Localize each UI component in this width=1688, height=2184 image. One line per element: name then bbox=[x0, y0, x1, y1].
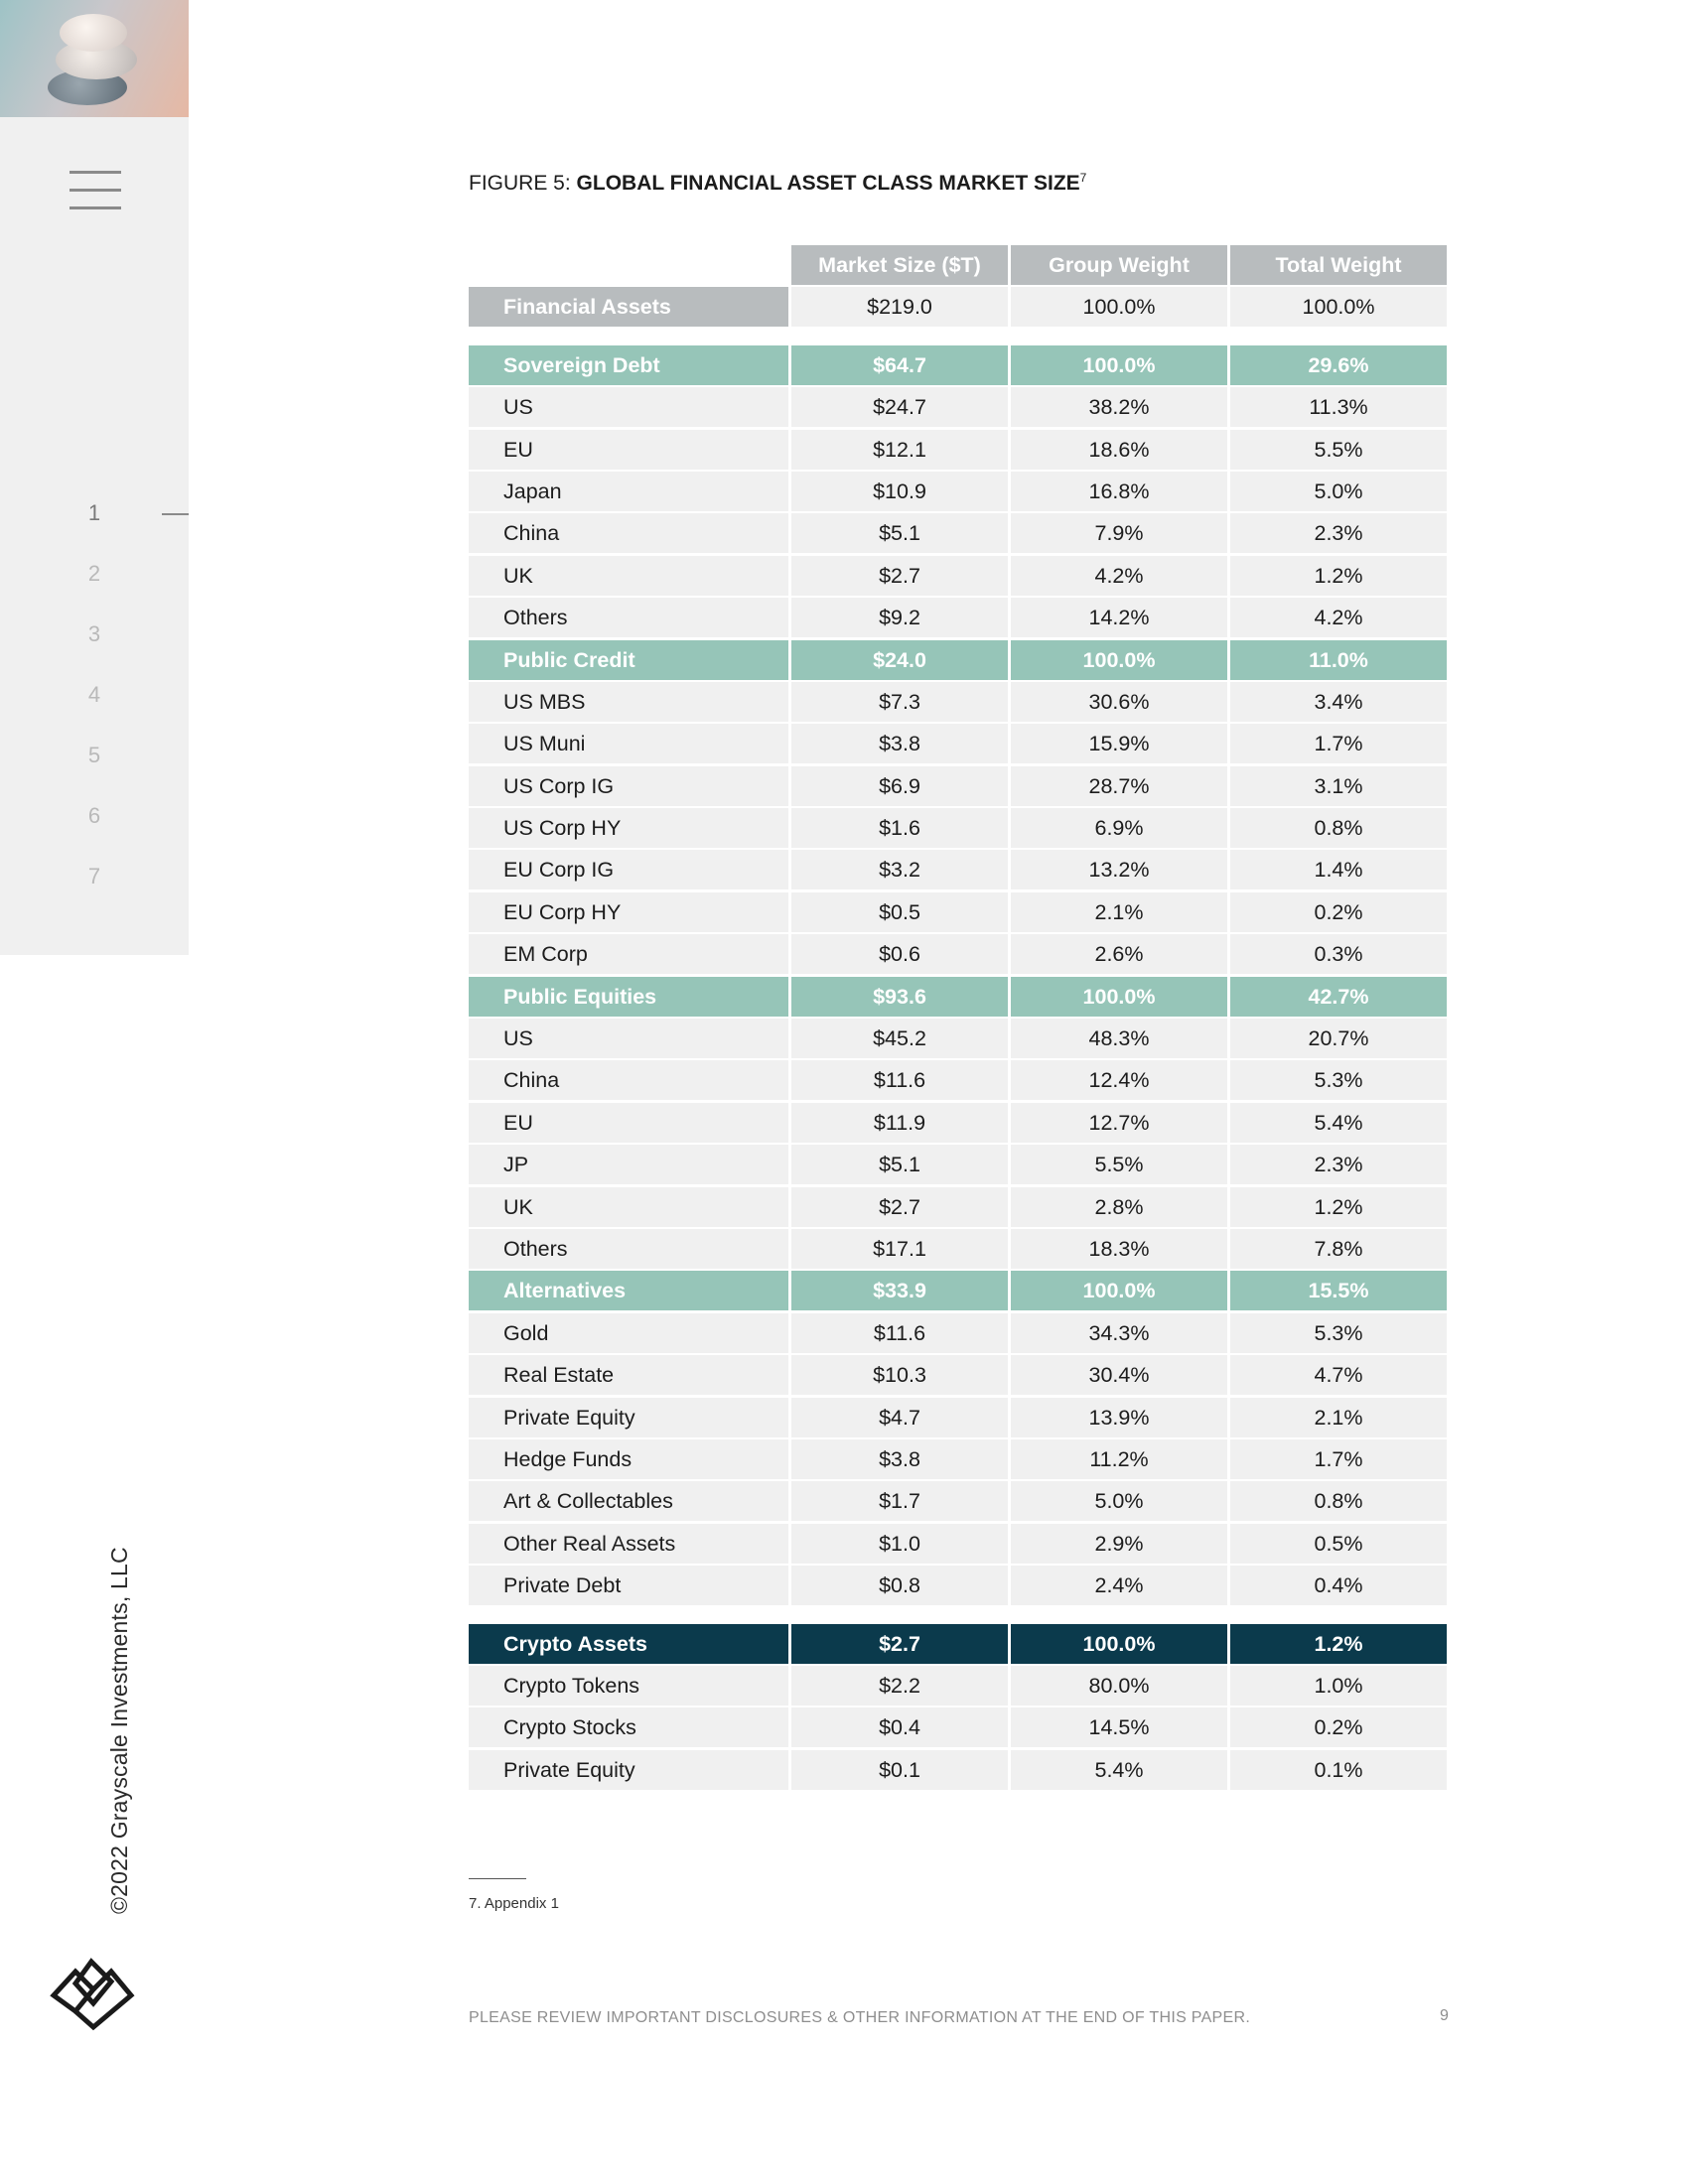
table-row bbox=[469, 934, 1450, 974]
table-row bbox=[469, 1439, 1450, 1479]
market-size-cell: $3.8 bbox=[791, 724, 1008, 763]
total-weight-cell: 0.8% bbox=[1230, 808, 1447, 848]
group-weight-cell: 5.5% bbox=[1011, 1145, 1227, 1184]
row-label: Alternatives bbox=[469, 1271, 788, 1310]
total-weight-cell: 5.0% bbox=[1230, 472, 1447, 511]
page-nav-item-7[interactable]: 7 bbox=[87, 864, 101, 888]
figure-footnote-ref: 7 bbox=[1079, 171, 1087, 185]
market-size-cell: $6.9 bbox=[791, 766, 1008, 806]
row-label: US Corp IG bbox=[469, 766, 788, 806]
market-size-cell: $3.8 bbox=[791, 1439, 1008, 1479]
total-weight-cell: 1.0% bbox=[1230, 1666, 1447, 1706]
market-size-cell: $2.7 bbox=[791, 1624, 1008, 1664]
row-label: Financial Assets bbox=[469, 287, 788, 327]
active-page-indicator bbox=[162, 513, 189, 515]
market-size-cell: $219.0 bbox=[791, 287, 1008, 327]
group-header-row bbox=[469, 977, 1450, 1017]
row-label: JP bbox=[469, 1145, 788, 1184]
group-weight-cell: 5.0% bbox=[1011, 1481, 1227, 1521]
row-label: Hedge Funds bbox=[469, 1439, 788, 1479]
total-weight-cell: 1.2% bbox=[1230, 556, 1447, 596]
sidebar bbox=[0, 0, 189, 955]
group-weight-cell: 14.2% bbox=[1011, 598, 1227, 637]
total-weight-cell: 42.7% bbox=[1230, 977, 1447, 1017]
page-nav-item-5[interactable]: 5 bbox=[87, 743, 101, 767]
table-row bbox=[469, 1750, 1450, 1790]
market-size-cell: $11.6 bbox=[791, 1313, 1008, 1353]
page-nav-item-6[interactable]: 6 bbox=[87, 803, 101, 828]
table-spacer bbox=[469, 330, 1450, 345]
page-number: 9 bbox=[1440, 2007, 1449, 2024]
row-label: EU bbox=[469, 430, 788, 470]
table-spacer bbox=[469, 1608, 1450, 1624]
market-size-cell: $9.2 bbox=[791, 598, 1008, 637]
group-weight-cell: 4.2% bbox=[1011, 556, 1227, 596]
group-weight-cell: 28.7% bbox=[1011, 766, 1227, 806]
row-label: EU bbox=[469, 1103, 788, 1143]
row-label: US MBS bbox=[469, 682, 788, 722]
group-weight-cell: 2.6% bbox=[1011, 934, 1227, 974]
row-label: UK bbox=[469, 556, 788, 596]
total-weight-cell: 2.3% bbox=[1230, 513, 1447, 553]
group-weight-cell: 30.6% bbox=[1011, 682, 1227, 722]
group-weight-cell: 100.0% bbox=[1011, 345, 1227, 385]
total-weight-cell: 1.2% bbox=[1230, 1624, 1447, 1664]
table-row bbox=[469, 808, 1450, 848]
table-row bbox=[469, 1145, 1450, 1184]
table-row bbox=[469, 1566, 1450, 1605]
market-size-cell: $24.0 bbox=[791, 640, 1008, 680]
total-weight-cell: 0.2% bbox=[1230, 892, 1447, 932]
table-row bbox=[469, 1103, 1450, 1143]
table-row bbox=[469, 1313, 1450, 1353]
footnote-divider bbox=[469, 1878, 526, 1879]
market-size-cell: $1.6 bbox=[791, 808, 1008, 848]
row-label: US Corp HY bbox=[469, 808, 788, 848]
footnote: 7. Appendix 1 bbox=[469, 1895, 559, 1912]
table-row bbox=[469, 850, 1450, 889]
row-label: Private Debt bbox=[469, 1566, 788, 1605]
total-weight-cell: 1.7% bbox=[1230, 724, 1447, 763]
group-weight-cell: 16.8% bbox=[1011, 472, 1227, 511]
group-weight-cell: 2.8% bbox=[1011, 1187, 1227, 1227]
total-weight-cell: 3.4% bbox=[1230, 682, 1447, 722]
total-weight-cell: 11.0% bbox=[1230, 640, 1447, 680]
row-label: Crypto Stocks bbox=[469, 1707, 788, 1747]
market-size-table bbox=[469, 245, 1450, 1792]
row-label: US Muni bbox=[469, 724, 788, 763]
total-weight-cell: 15.5% bbox=[1230, 1271, 1447, 1310]
table-row bbox=[469, 1481, 1450, 1521]
table-row bbox=[469, 1229, 1450, 1269]
group-weight-cell: 2.1% bbox=[1011, 892, 1227, 932]
page-nav-item-3[interactable]: 3 bbox=[87, 621, 101, 646]
table-row bbox=[469, 1707, 1450, 1747]
copyright-text: ©2022 Grayscale Investments, LLC bbox=[106, 1547, 132, 1914]
group-weight-cell: 7.9% bbox=[1011, 513, 1227, 553]
total-weight-cell: 0.5% bbox=[1230, 1524, 1447, 1564]
grayscale-logo-icon bbox=[50, 1954, 135, 2031]
table-row bbox=[469, 513, 1450, 553]
table-row bbox=[469, 598, 1450, 637]
total-weight-cell: 5.3% bbox=[1230, 1313, 1447, 1353]
total-weight-cell: 100.0% bbox=[1230, 287, 1447, 327]
asset-groups bbox=[469, 345, 1450, 1605]
group-weight-cell: 100.0% bbox=[1011, 977, 1227, 1017]
group-weight-cell: 2.9% bbox=[1011, 1524, 1227, 1564]
market-size-cell: $1.7 bbox=[791, 1481, 1008, 1521]
table-row bbox=[469, 724, 1450, 763]
table-row bbox=[469, 1187, 1450, 1227]
row-label: Public Equities bbox=[469, 977, 788, 1017]
group-weight-cell: 18.6% bbox=[1011, 430, 1227, 470]
market-size-cell: $33.9 bbox=[791, 1271, 1008, 1310]
group-weight-cell: 15.9% bbox=[1011, 724, 1227, 763]
market-size-cell: $2.2 bbox=[791, 1666, 1008, 1706]
market-size-cell: $64.7 bbox=[791, 345, 1008, 385]
group-weight-cell: 5.4% bbox=[1011, 1750, 1227, 1790]
total-weight-cell: 5.5% bbox=[1230, 430, 1447, 470]
row-label: Real Estate bbox=[469, 1355, 788, 1395]
group-weight-cell: 80.0% bbox=[1011, 1666, 1227, 1706]
table-row bbox=[469, 556, 1450, 596]
total-weight-cell: 5.3% bbox=[1230, 1060, 1447, 1100]
group-weight-cell: 2.4% bbox=[1011, 1566, 1227, 1605]
row-label: US bbox=[469, 1019, 788, 1058]
market-size-cell: $0.8 bbox=[791, 1566, 1008, 1605]
total-weight-cell: 1.4% bbox=[1230, 850, 1447, 889]
total-weight-cell: 20.7% bbox=[1230, 1019, 1447, 1058]
group-weight-cell: 13.2% bbox=[1011, 850, 1227, 889]
row-label: Sovereign Debt bbox=[469, 345, 788, 385]
figure-label: FIGURE 5: bbox=[469, 172, 577, 195]
group-header-row bbox=[469, 640, 1450, 680]
row-label: EU Corp HY bbox=[469, 892, 788, 932]
market-size-cell: $17.1 bbox=[791, 1229, 1008, 1269]
total-weight-cell: 29.6% bbox=[1230, 345, 1447, 385]
market-size-cell: $11.9 bbox=[791, 1103, 1008, 1143]
market-size-cell: $1.0 bbox=[791, 1524, 1008, 1564]
total-weight-cell: 1.2% bbox=[1230, 1187, 1447, 1227]
header-total-weight: Total Weight bbox=[1230, 245, 1447, 285]
group-weight-cell: 100.0% bbox=[1011, 1624, 1227, 1664]
crypto-group bbox=[469, 1624, 1450, 1790]
row-label: China bbox=[469, 1060, 788, 1100]
market-size-cell: $7.3 bbox=[791, 682, 1008, 722]
total-weight-cell: 1.7% bbox=[1230, 1439, 1447, 1479]
market-size-cell: $0.5 bbox=[791, 892, 1008, 932]
market-size-cell: $5.1 bbox=[791, 1145, 1008, 1184]
row-label: Other Real Assets bbox=[469, 1524, 788, 1564]
total-weight-cell: 0.3% bbox=[1230, 934, 1447, 974]
total-weight-cell: 7.8% bbox=[1230, 1229, 1447, 1269]
market-size-cell: $10.3 bbox=[791, 1355, 1008, 1395]
table-row bbox=[469, 1060, 1450, 1100]
group-weight-cell: 6.9% bbox=[1011, 808, 1227, 848]
table-row bbox=[469, 766, 1450, 806]
page-nav-item-4[interactable]: 4 bbox=[87, 682, 101, 707]
total-weight-cell: 4.7% bbox=[1230, 1355, 1447, 1395]
header-group-weight: Group Weight bbox=[1011, 245, 1227, 285]
row-label: Crypto Assets bbox=[469, 1624, 788, 1664]
figure-title bbox=[469, 171, 1086, 196]
total-weight-cell: 0.1% bbox=[1230, 1750, 1447, 1790]
group-weight-cell: 13.9% bbox=[1011, 1398, 1227, 1437]
market-size-cell: $10.9 bbox=[791, 472, 1008, 511]
row-label: Others bbox=[469, 598, 788, 637]
group-weight-cell: 14.5% bbox=[1011, 1707, 1227, 1747]
group-weight-cell: 30.4% bbox=[1011, 1355, 1227, 1395]
total-weight-cell: 5.4% bbox=[1230, 1103, 1447, 1143]
total-weight-cell: 0.2% bbox=[1230, 1707, 1447, 1747]
figure-title-text: GLOBAL FINANCIAL ASSET CLASS MARKET SIZE bbox=[576, 172, 1080, 195]
total-weight-cell: 0.8% bbox=[1230, 1481, 1447, 1521]
financial-assets-row bbox=[469, 287, 1450, 327]
page-nav-item-2[interactable]: 2 bbox=[87, 561, 101, 586]
total-weight-cell: 11.3% bbox=[1230, 387, 1447, 427]
group-weight-cell: 12.4% bbox=[1011, 1060, 1227, 1100]
table-row bbox=[469, 1355, 1450, 1395]
market-size-cell: $5.1 bbox=[791, 513, 1008, 553]
market-size-cell: $12.1 bbox=[791, 430, 1008, 470]
market-size-cell: $24.7 bbox=[791, 387, 1008, 427]
table-row bbox=[469, 387, 1450, 427]
table-header-row bbox=[469, 245, 1450, 285]
row-label: Crypto Tokens bbox=[469, 1666, 788, 1706]
table-row bbox=[469, 1019, 1450, 1058]
row-label: Japan bbox=[469, 472, 788, 511]
group-weight-cell: 11.2% bbox=[1011, 1439, 1227, 1479]
table-row bbox=[469, 682, 1450, 722]
group-header-row bbox=[469, 1271, 1450, 1310]
header-market-size: Market Size ($T) bbox=[791, 245, 1008, 285]
total-weight-cell: 2.1% bbox=[1230, 1398, 1447, 1437]
market-size-cell: $0.6 bbox=[791, 934, 1008, 974]
table-row bbox=[469, 1524, 1450, 1564]
total-weight-cell: 0.4% bbox=[1230, 1566, 1447, 1605]
group-weight-cell: 100.0% bbox=[1011, 1271, 1227, 1310]
table-row bbox=[469, 1666, 1450, 1706]
market-size-cell: $11.6 bbox=[791, 1060, 1008, 1100]
row-label: Private Equity bbox=[469, 1398, 788, 1437]
table-row bbox=[469, 430, 1450, 470]
row-label: Public Credit bbox=[469, 640, 788, 680]
disclosure-footer: PLEASE REVIEW IMPORTANT DISCLOSURES & OTHER INFORMATION AT THE END OF THIS PAPER. bbox=[469, 2009, 1251, 2026]
row-label: UK bbox=[469, 1187, 788, 1227]
page-nav-item-1[interactable]: 1 bbox=[87, 500, 101, 525]
crypto-header-row bbox=[469, 1624, 1450, 1664]
menu-icon[interactable] bbox=[70, 171, 121, 210]
group-header-row bbox=[469, 345, 1450, 385]
market-size-cell: $3.2 bbox=[791, 850, 1008, 889]
group-weight-cell: 34.3% bbox=[1011, 1313, 1227, 1353]
header-empty-cell bbox=[469, 245, 788, 285]
row-label: Gold bbox=[469, 1313, 788, 1353]
row-label: EU Corp IG bbox=[469, 850, 788, 889]
total-weight-cell: 4.2% bbox=[1230, 598, 1447, 637]
group-weight-cell: 100.0% bbox=[1011, 287, 1227, 327]
market-size-cell: $0.1 bbox=[791, 1750, 1008, 1790]
table-row bbox=[469, 1398, 1450, 1437]
total-weight-cell: 2.3% bbox=[1230, 1145, 1447, 1184]
group-weight-cell: 100.0% bbox=[1011, 640, 1227, 680]
market-size-cell: $4.7 bbox=[791, 1398, 1008, 1437]
row-label: US bbox=[469, 387, 788, 427]
row-label: Art & Collectables bbox=[469, 1481, 788, 1521]
row-label: Others bbox=[469, 1229, 788, 1269]
header-image bbox=[0, 0, 189, 117]
market-size-cell: $2.7 bbox=[791, 556, 1008, 596]
market-size-cell: $45.2 bbox=[791, 1019, 1008, 1058]
row-label: EM Corp bbox=[469, 934, 788, 974]
row-label: China bbox=[469, 513, 788, 553]
market-size-cell: $0.4 bbox=[791, 1707, 1008, 1747]
market-size-cell: $93.6 bbox=[791, 977, 1008, 1017]
row-label: Private Equity bbox=[469, 1750, 788, 1790]
total-weight-cell: 3.1% bbox=[1230, 766, 1447, 806]
group-weight-cell: 38.2% bbox=[1011, 387, 1227, 427]
group-weight-cell: 12.7% bbox=[1011, 1103, 1227, 1143]
table-row bbox=[469, 472, 1450, 511]
table-row bbox=[469, 892, 1450, 932]
market-size-cell: $2.7 bbox=[791, 1187, 1008, 1227]
group-weight-cell: 48.3% bbox=[1011, 1019, 1227, 1058]
group-weight-cell: 18.3% bbox=[1011, 1229, 1227, 1269]
